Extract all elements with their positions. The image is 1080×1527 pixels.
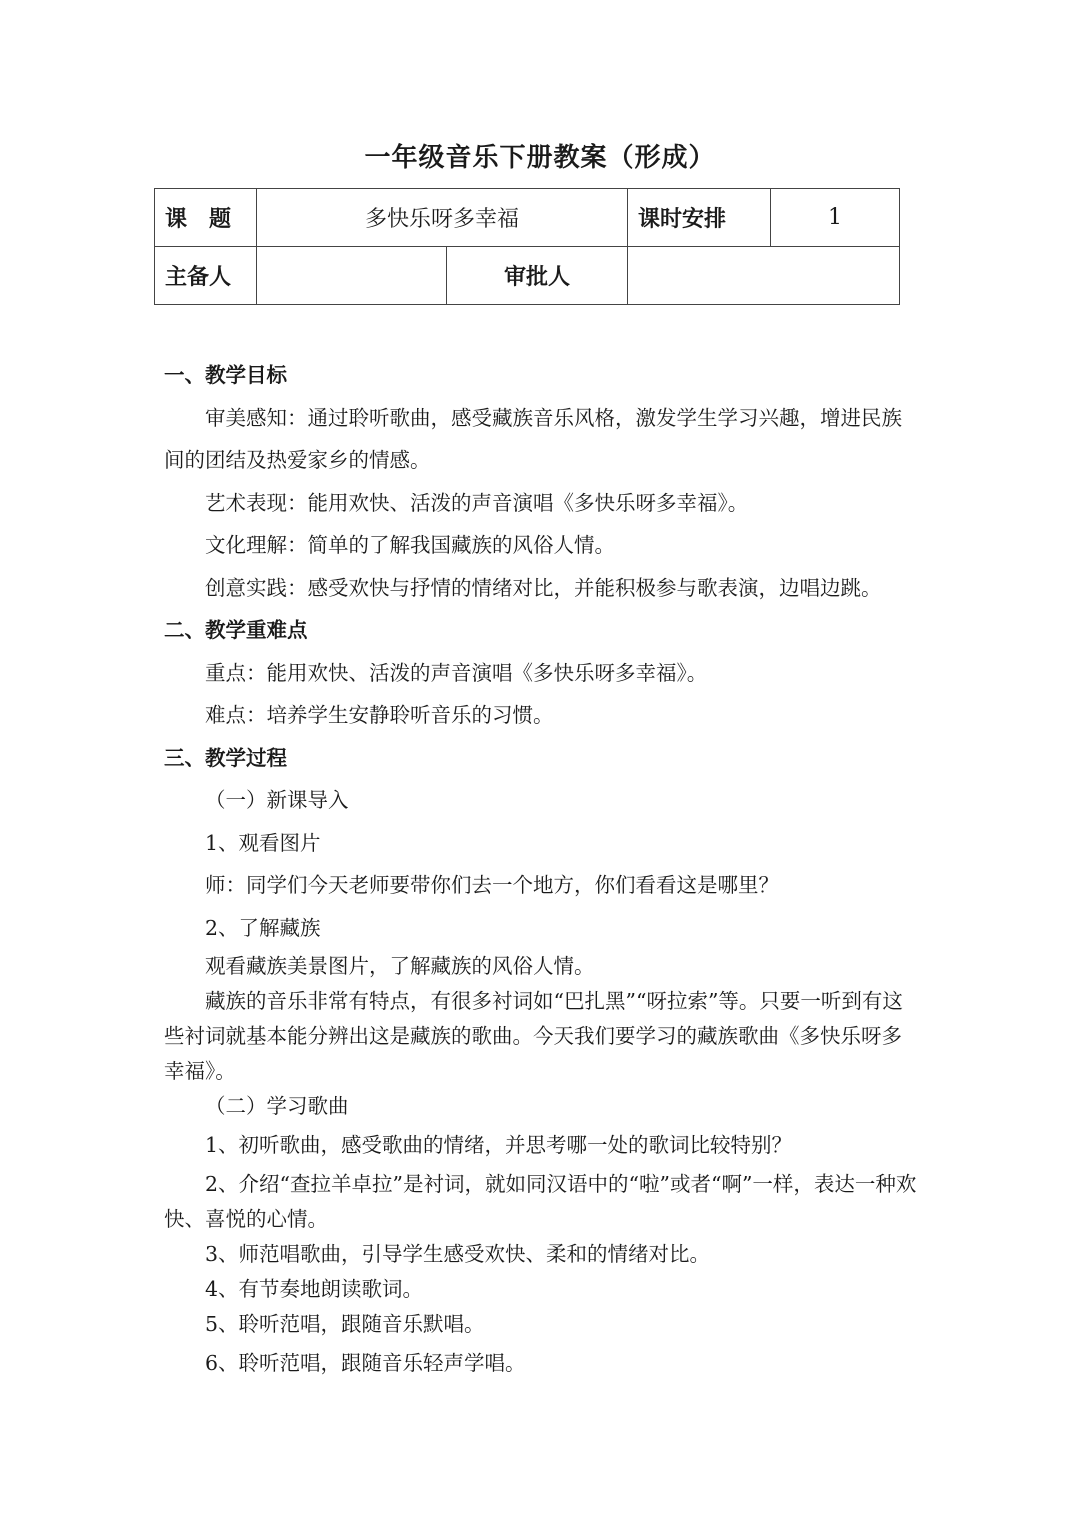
subsection-intro: （一）新课导入 [205,788,349,812]
lesson-info-table [154,188,900,305]
hours-label: 课时安排 [628,189,771,247]
preparer-label: 主备人 [155,247,257,305]
process-step: 师：同学们今天老师要带你们去一个地方，你们看看这是哪里？ [205,873,779,897]
process-step: 2、介绍“查拉羊卓拉”是衬词，就如同汉语中的“啦”或者“啊”一样，表达一种欢快、喜悦的心情。 [164,1171,917,1231]
process-step: 观看藏族美景图片，了解藏族的风俗人情。 [205,954,595,978]
lesson-body [164,354,919,1384]
objective-culture: 文化理解：简单的了解我国藏族的风俗人情。 [205,533,615,557]
hours-value: 1 [771,189,900,247]
objective-creative: 创意实践：感受欢快与抒情的情绪对比，并能积极参与歌表演，边唱边跳。 [205,575,882,600]
section-heading-keypoints: 二、教学重难点 [164,618,308,642]
page-title: 一年级音乐下册教案（形成） [364,143,716,173]
topic-value: 多快乐呀多幸福 [257,189,628,247]
preparer-value [257,247,447,305]
process-step: 3、师范唱歌曲，引导学生感受欢快、柔和的情绪对比。 [205,1241,711,1266]
info-row-topic [155,189,900,247]
section-heading-process: 三、教学过程 [164,745,287,770]
process-step: 5、聆听范唱，跟随音乐默唱。 [205,1311,485,1336]
process-step: 4、有节奏地朗读歌词。 [205,1276,424,1301]
process-step: 藏族的音乐非常有特点，有很多衬词如“巴扎黑”“呀拉索”等。只要一听到有这些衬词就基本能分辨出这是藏族的歌曲。今天我们要学习的藏族歌曲《多快乐呀多幸福》。 [164,989,903,1083]
process-step: 2、了解藏族 [205,915,321,940]
info-row-people [155,247,900,305]
section-heading-objectives: 一、教学目标 [164,363,287,387]
objective-performance: 艺术表现：能用欢快、活泼的声音演唱《多快乐呀多幸福》。 [205,490,749,515]
subsection-learn-song: （二）学习歌曲 [205,1094,349,1118]
keypoint-focus: 重点：能用欢快、活泼的声音演唱《多快乐呀多幸福》。 [205,660,708,685]
process-step: 6、聆听范唱，跟随音乐轻声学唱。 [205,1350,526,1375]
approver-value [628,247,900,305]
topic-label: 课 题 [155,189,257,247]
keypoint-difficulty: 难点：培养学生安静聆听音乐的习惯。 [205,703,554,727]
process-step: 1、初听歌曲，感受歌曲的情绪，并思考哪一处的歌词比较特别？ [205,1133,793,1157]
objective-aesthetic: 审美感知：通过聆听歌曲，感受藏族音乐风格，激发学生学习兴趣，增进民族间的团结及热爱家乡的情感。 [164,405,902,472]
approver-label: 审批人 [447,247,628,305]
process-step: 1、观看图片 [205,830,321,855]
